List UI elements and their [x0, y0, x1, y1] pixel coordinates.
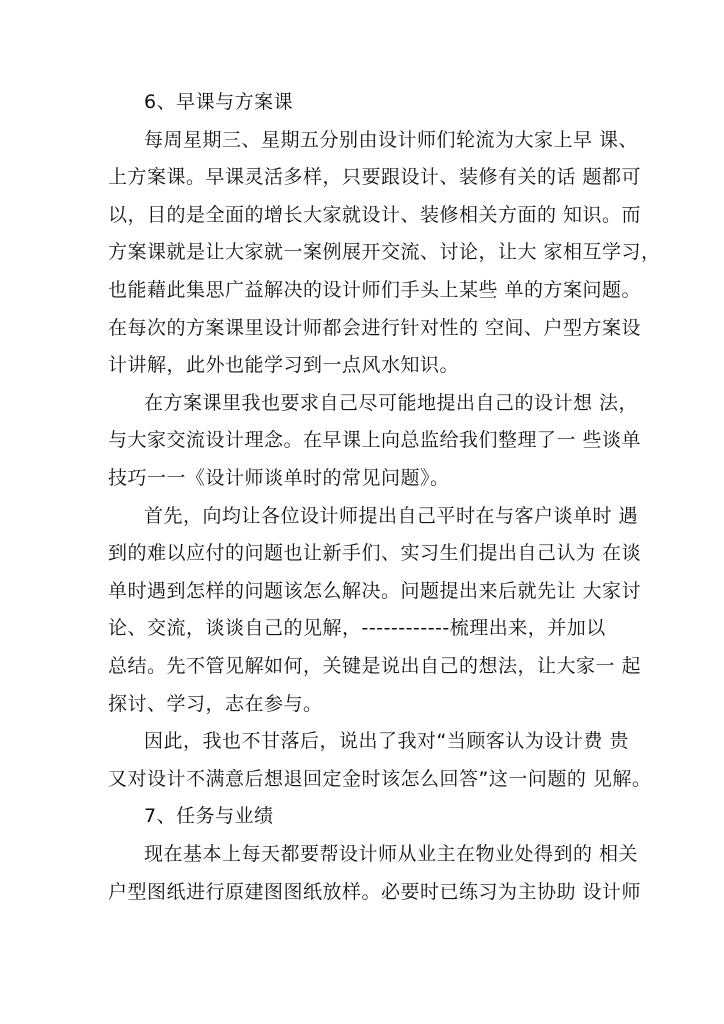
paragraph-line: 在方案课里我也要求自己尽可能地提出自己的设计想 法， [144, 392, 639, 414]
paragraph-line: 因此，我也不甘落后，说出了我对“当顾客认为设计费 贵 [144, 730, 629, 752]
paragraph-line: 每周星期三、星期五分别由设计师们轮流为大家上早 课、 [144, 129, 639, 151]
paragraph-line: 也能藉此集思广益解决的设计师们手头上某些 单的方案问题。 [108, 279, 642, 301]
paragraph-line: 论、交流，谈谈自己的见解，------------梳理出来，并加以 [108, 617, 606, 639]
paragraph-line: 总结。先不管见解如何，关键是说出自己的想法，让大家一 起 [108, 655, 642, 677]
section-heading: 6、早课与方案课 [144, 91, 294, 113]
paragraph-line: 又对设计不满意后想退回定金时该怎么回答”这一问题的 见解。 [108, 768, 652, 790]
section-heading: 7、任务与业绩 [144, 805, 274, 827]
paragraph-line: 与大家交流设计理念。在早课上向总监给我们整理了一 些谈单 [108, 429, 642, 451]
paragraph-line: 技巧一一《设计师谈单时的常见问题》。 [108, 467, 450, 489]
paragraph-line: 方案课就是让大家就一案例展开交流、讨论，让大 家相互学习， [108, 241, 661, 263]
paragraph-line: 户型图纸进行原建图图纸放样。必要时已练习为主协助 设计师 [108, 881, 642, 903]
paragraph-line: 上方案课。早课灵活多样，只要跟设计、装修有关的话 题都可 [108, 166, 642, 188]
paragraph-line: 单时遇到怎样的问题该怎么解决。问题提出来后就先让 大家讨 [108, 580, 642, 602]
paragraph-line: 计讲解，此外也能学习到一点风水知识。 [108, 354, 460, 376]
paragraph-line: 现在基本上每天都要帮设计师从业主在物业处得到的 相关 [144, 843, 639, 865]
paragraph-line: 在每次的方案课里设计师都会进行针对性的 空间、户型方案设 [108, 317, 642, 339]
paragraph-line: 到的难以应付的问题也让新手们、实习生们提出自己认为 在谈 [108, 542, 642, 564]
paragraph-line: 以，目的是全面的增长大家就设计、装修相关方面的 知识。而 [108, 204, 642, 226]
paragraph-line: 探讨、学习，志在参与。 [108, 693, 323, 715]
paragraph-line: 首先，向均让各位设计师提出自己平时在与客户谈单时 遇 [144, 505, 639, 527]
